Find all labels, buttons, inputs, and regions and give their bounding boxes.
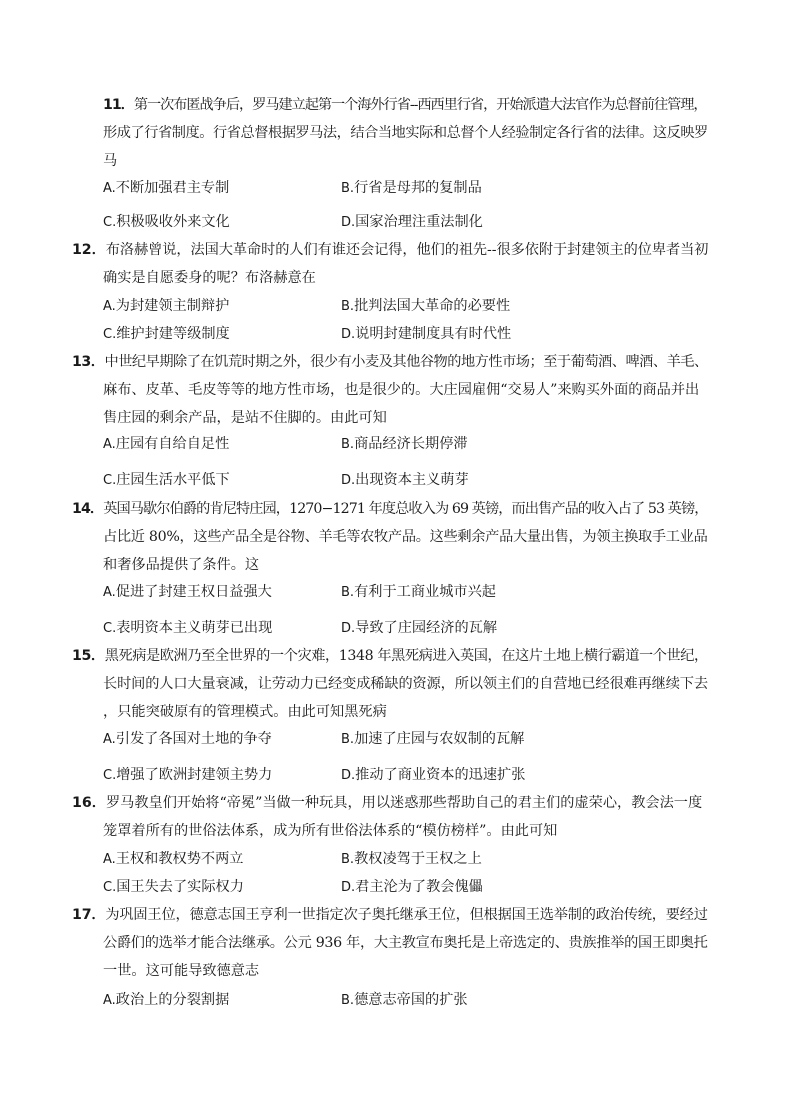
question-15-line-2: 长时间的人口大量衰减，让劳动力已经变成稀缺的资源，所以领主们的自营地已经很难再继续下去 — [103, 676, 708, 692]
question-text: 黑死病是欧洲乃至全世界的一个灾难，1348 年黑死病进入英国，在这片土地上横行霸道一个世纪， — [104, 648, 708, 664]
q11-option-d: D.国家治理注重法制化 — [341, 214, 483, 230]
q15-option-d: D.推动了商业资本的迅速扩张 — [341, 767, 526, 783]
question-13-line-2: 麻布、皮革、毛皮等等的地方性市场，也是很少的。大庄园雇佣“交易人”来购买外面的商品并出 — [103, 382, 700, 398]
q11-option-b: B.行省是母邦的复制品 — [341, 180, 482, 196]
question-text: 中世纪早期除了在饥荒时期之外，很少有小麦及其他谷物的地方性市场；至于葡萄酒、啤酒、羊毛、 — [104, 354, 708, 370]
question-12-line-2: 确实是自愿委身的呢？布洛赫意在 — [103, 270, 316, 286]
q13-option-a: A.庄园有自给自足性 — [103, 436, 230, 452]
q14-option-c: C.表明资本主义萌芽已出现 — [103, 620, 273, 636]
question-11-line-3: 马 — [103, 153, 118, 169]
question-17-line-2: 公爵们的选举才能合法继承。公元 936 年，大主教宣布奥托是上帝选定的、贵族推举的国王即奥托 — [103, 935, 708, 951]
q16-option-c: C.国王失去了实际权力 — [103, 879, 244, 895]
question-number: 17． — [72, 907, 106, 923]
question-14-line-2: 占比近 80%，这些产品全是谷物、羊毛等农牧产品。这些剩余产品大量出售，为领主换取手工业品 — [103, 529, 708, 545]
q15-option-a: A.引发了各国对土地的争夺 — [103, 731, 272, 747]
q14-option-d: D.导致了庄园经济的瓦解 — [341, 620, 498, 636]
q14-option-b: B.有利于工商业城市兴起 — [341, 584, 496, 600]
question-number: 15． — [72, 648, 105, 664]
question-16-line-2: 笼罩着所有的世俗法体系，成为所有世俗法体系的“模仿榜样”。由此可知 — [103, 823, 558, 839]
q15-option-b: B.加速了庄园与农奴制的瓦解 — [341, 731, 525, 747]
q13-option-b: B.商品经济长期停滞 — [341, 436, 468, 452]
q16-option-a: A.王权和教权势不两立 — [103, 851, 244, 867]
question-14-line-1 — [72, 499, 708, 519]
question-number: 12． — [72, 242, 106, 258]
question-text: 罗马教皇们开始将“帝冕”当做一种玩具，用以迷惑那些帮助自己的君主们的虚荣心，教会法一度 — [105, 795, 703, 811]
q11-option-c: C.积极吸收外来文化 — [103, 214, 230, 230]
q16-option-b: B.教权凌驾于王权之上 — [341, 851, 482, 867]
q17-option-a: A.政治上的分裂割据 — [103, 992, 230, 1008]
question-text: 英国马歇尔伯爵的肯尼特庄园，1270−1271 年度总收入为 69 英镑，而出售产品的收入占了 53 英镑， — [103, 501, 708, 517]
q12-option-c: C.维护封建等级制度 — [103, 326, 230, 342]
q12-option-a: A.为封建领主制辩护 — [103, 298, 230, 314]
question-15-line-3: ，只能突破原有的管理模式。由此可知黑死病 — [103, 704, 387, 720]
question-17-line-3: 一世。这可能导致德意志 — [103, 963, 260, 979]
question-number: 16． — [72, 795, 106, 811]
question-number: 11． — [103, 97, 134, 113]
question-14-line-3: 和奢侈品提供了条件。这 — [103, 557, 260, 573]
question-13-line-1 — [72, 352, 708, 372]
question-text: 第一次布匿战争后，罗马建立起第一个海外行省--西西里行省，开始派遣大法官作为总督前往管理， — [133, 97, 707, 113]
question-15-line-1 — [72, 646, 708, 666]
q11-option-a: A.不断加强君主专制 — [103, 180, 230, 196]
q17-option-b: B.德意志帝国的扩张 — [341, 992, 468, 1008]
question-11-line-2: 形成了行省制度。行省总督根据罗马法，结合当地实际和总督个人经验制定各行省的法律。这反映罗 — [103, 125, 708, 141]
question-number: 13． — [72, 354, 105, 370]
q13-option-c: C.庄园生活水平低下 — [103, 472, 230, 488]
q12-option-b: B.批判法国大革命的必要性 — [341, 298, 511, 314]
q14-option-a: A.促进了封建王权日益强大 — [103, 584, 272, 600]
question-text: 布洛赫曾说，法国大革命时的人们有谁还会记得，他们的祖先--很多依附于封建领主的位卑者当初 — [105, 242, 709, 258]
q16-option-d: D.君主沦为了教会傀儡 — [341, 879, 483, 895]
question-11-line-1 — [103, 95, 707, 115]
question-16-line-1 — [72, 793, 702, 813]
question-13-line-3: 售庄园的剩余产品，是站不住脚的。由此可知 — [103, 410, 387, 426]
q12-option-d: D.说明封建制度具有时代性 — [341, 326, 512, 342]
question-17-line-1 — [72, 905, 708, 925]
question-12-line-1 — [72, 240, 708, 260]
question-text: 为巩固王位，德意志国王亨利一世指定次子奥托继承王位，但根据国王选举制的政治传统，要经过 — [105, 907, 708, 923]
q13-option-d: D.出现资本主义萌芽 — [341, 472, 469, 488]
q15-option-c: C.增强了欧洲封建领主势力 — [103, 767, 273, 783]
question-number: 14． — [72, 501, 104, 517]
